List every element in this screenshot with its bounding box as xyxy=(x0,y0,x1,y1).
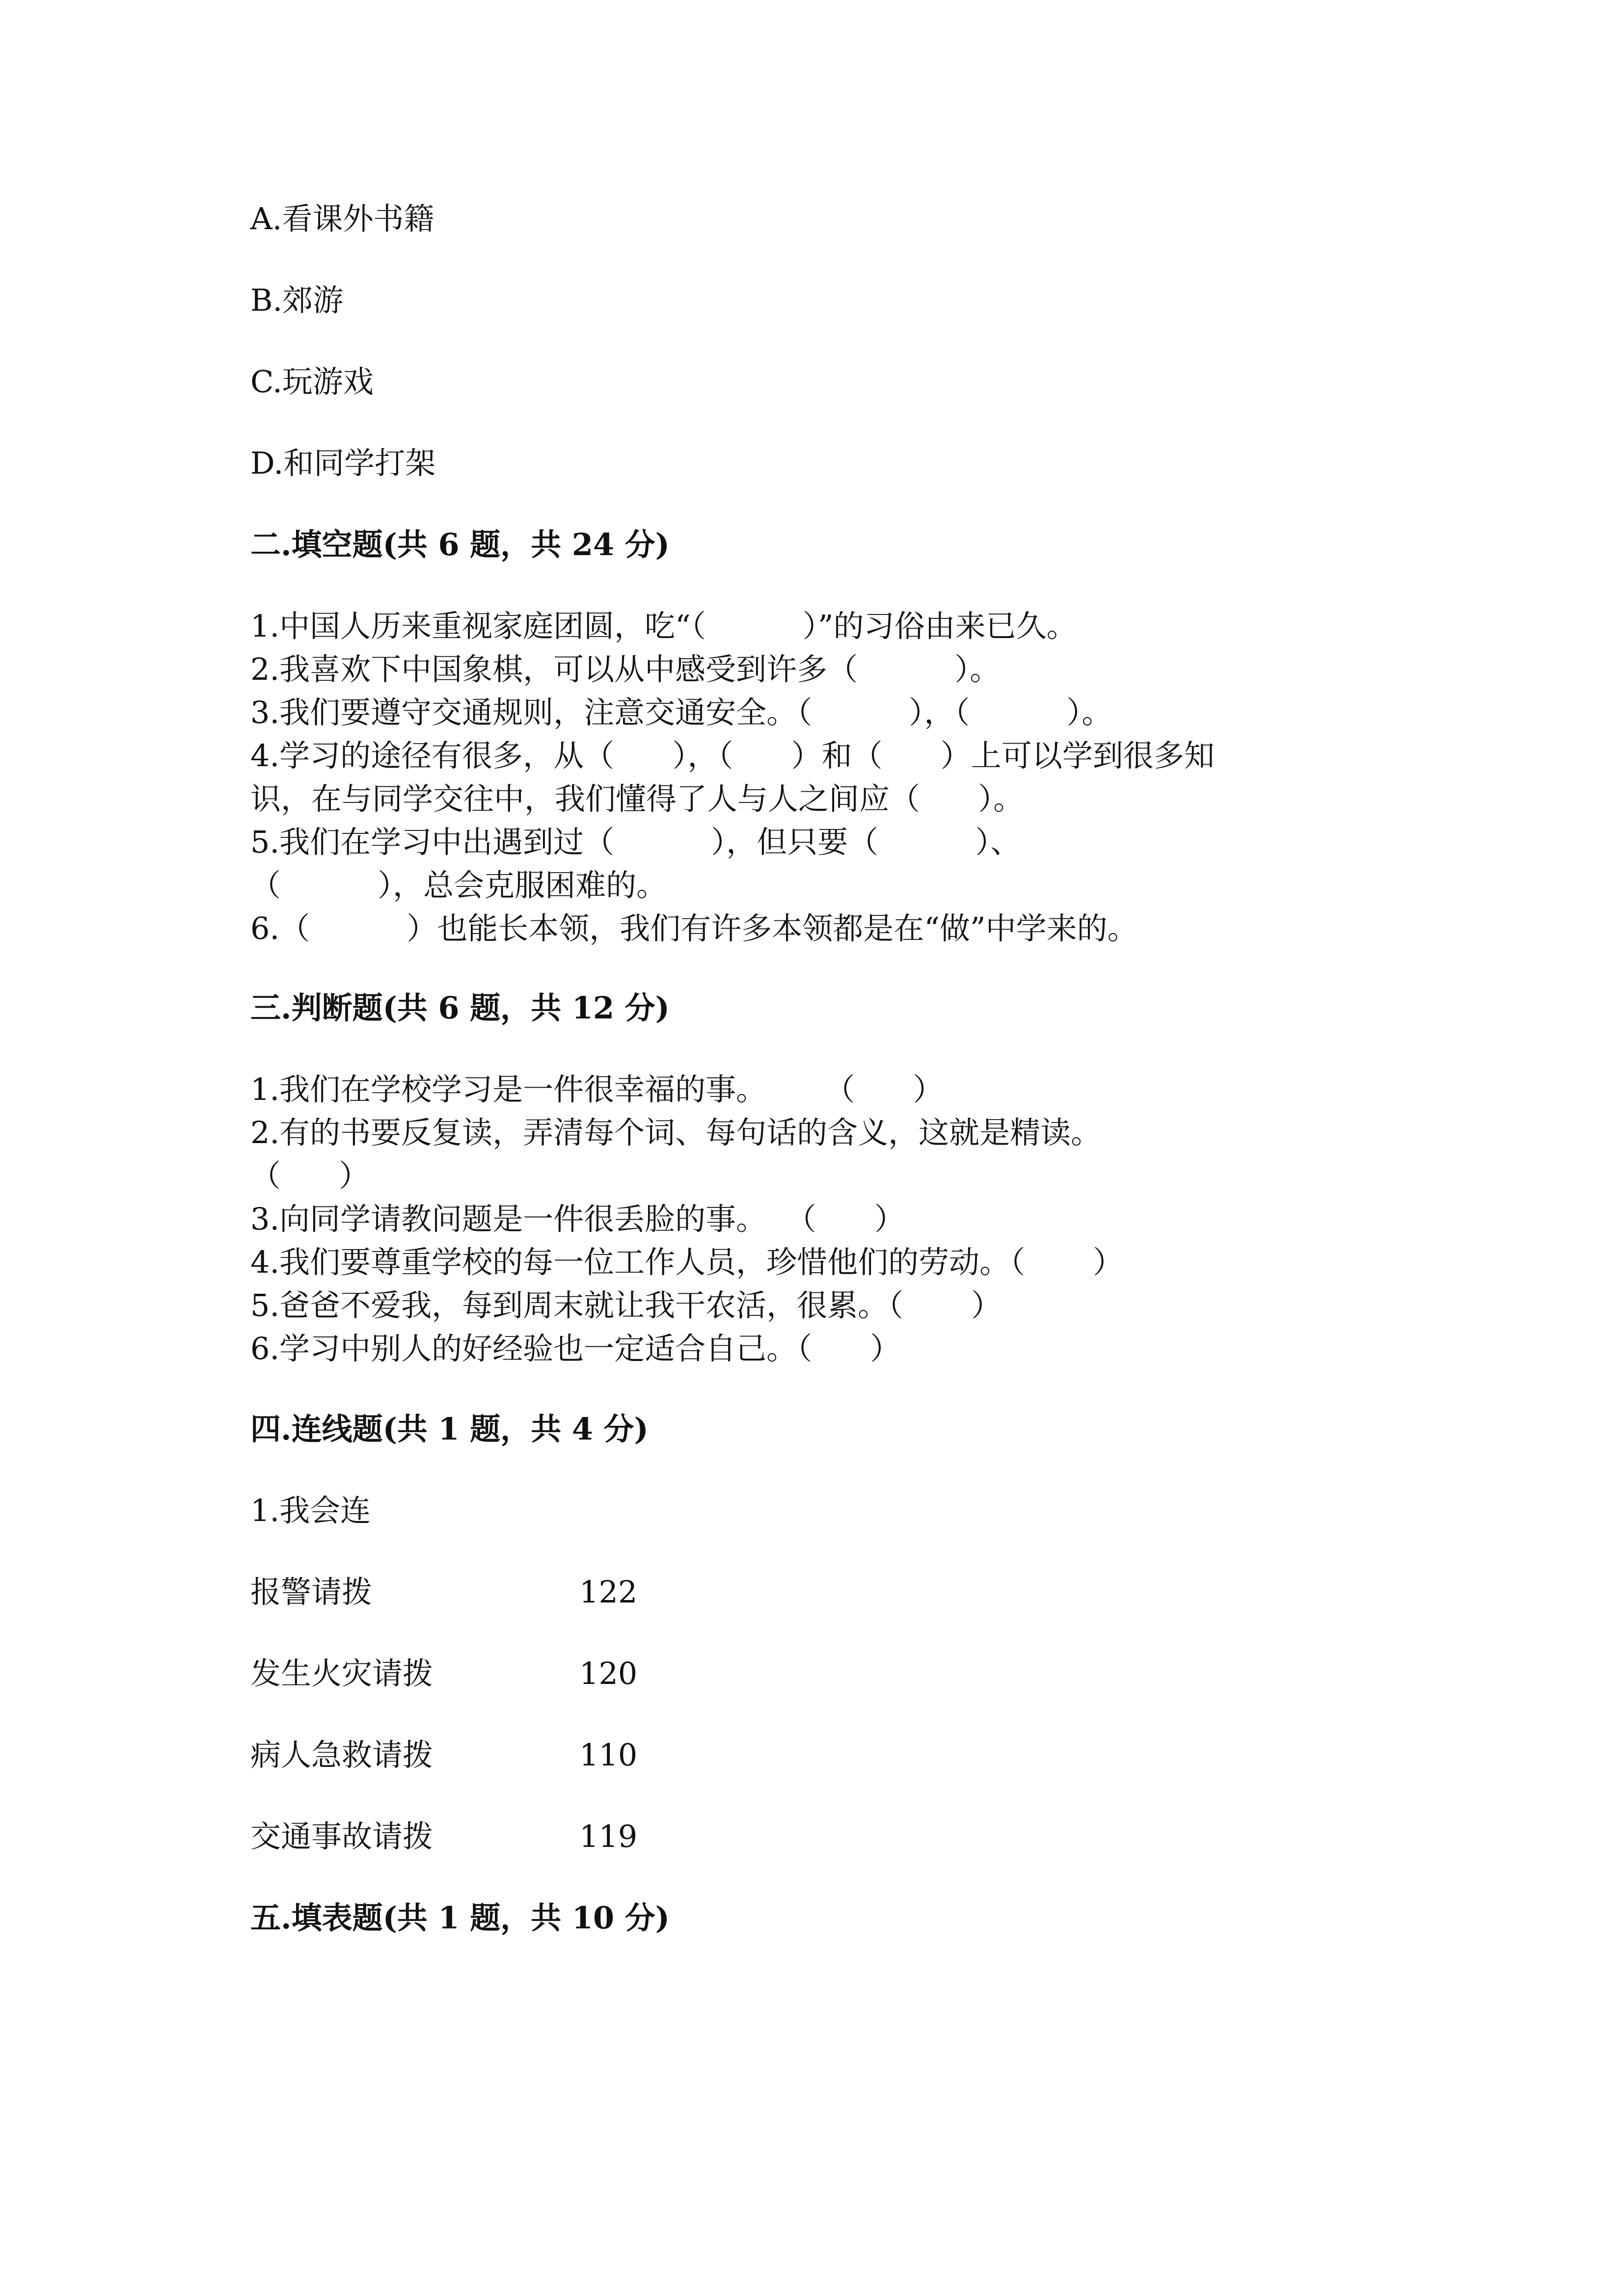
fill-question-4-line1: 4.学习的途径有很多，从（ ），（ ）和（ ）上可以学到很多知 xyxy=(250,738,1215,774)
option-a: A.看课外书籍 xyxy=(250,201,434,237)
match-question-1: 1.我会连 xyxy=(250,1493,371,1528)
judge-question-5: 5.爸爸不爱我，每到周末就让我干农活，很累。（ ） xyxy=(250,1287,1002,1323)
fill-question-5-line1: 5.我们在学习中出遇到过（ ），但只要（ ）、 xyxy=(250,824,1021,860)
match-left-item: 发生火灾请拨 xyxy=(250,1655,433,1691)
judge-question-2-line1: 2.有的书要反复读，弄清每个词、每句话的含义，这就是精读。 xyxy=(250,1115,1102,1150)
match-left-item: 病人急救请拨 xyxy=(250,1737,433,1773)
match-right-item: 110 xyxy=(579,1737,638,1773)
judge-question-4: 4.我们要尊重学校的每一位工作人员，珍惜他们的劳动。（ ） xyxy=(250,1244,1124,1280)
section2-heading: 二.填空题(共 6 题，共 24 分) xyxy=(250,527,670,562)
match-left-item: 交通事故请拨 xyxy=(250,1818,433,1854)
fill-question-1: 1.中国人历来重视家庭团圆，吃“（ ）”的习俗由来已久。 xyxy=(250,608,1077,644)
fill-question-2: 2.我喜欢下中国象棋，可以从中感受到许多（ ）。 xyxy=(250,651,1001,687)
judge-question-3: 3.向同学请教问题是一件很丢脸的事。 （ ） xyxy=(250,1201,905,1237)
fill-question-4-line2: 识，在与同学交往中，我们懂得了人与人之间应（ ）。 xyxy=(250,781,1024,817)
match-right-item: 120 xyxy=(579,1655,638,1691)
fill-question-5-line2: （ ），总会克服困难的。 xyxy=(250,867,667,903)
judge-question-6: 6.学习中别人的好经验也一定适合自己。（ ） xyxy=(250,1331,901,1366)
option-d: D.和同学打架 xyxy=(250,445,436,481)
match-right-item: 122 xyxy=(579,1574,638,1610)
judge-question-1: 1.我们在学校学习是一件很幸福的事。 （ ） xyxy=(250,1071,944,1107)
option-c: C.玩游戏 xyxy=(250,364,374,400)
judge-question-2-line2: （ ） xyxy=(250,1158,370,1194)
fill-question-3: 3.我们要遵守交通规则，注意交通安全。（ ），（ ）。 xyxy=(250,694,1112,730)
section3-heading: 三.判断题(共 6 题，共 12 分) xyxy=(250,990,670,1026)
fill-question-6: 6.（ ）也能长本领，我们有许多本领都是在“做”中学来的。 xyxy=(250,910,1138,946)
match-right-item: 119 xyxy=(579,1818,638,1854)
match-left-item: 报警请拨 xyxy=(250,1574,373,1610)
section4-heading: 四.连线题(共 1 题，共 4 分) xyxy=(250,1411,649,1447)
section5-heading: 五.填表题(共 1 题，共 10 分) xyxy=(250,1900,670,1936)
option-b: B.郊游 xyxy=(250,282,344,318)
